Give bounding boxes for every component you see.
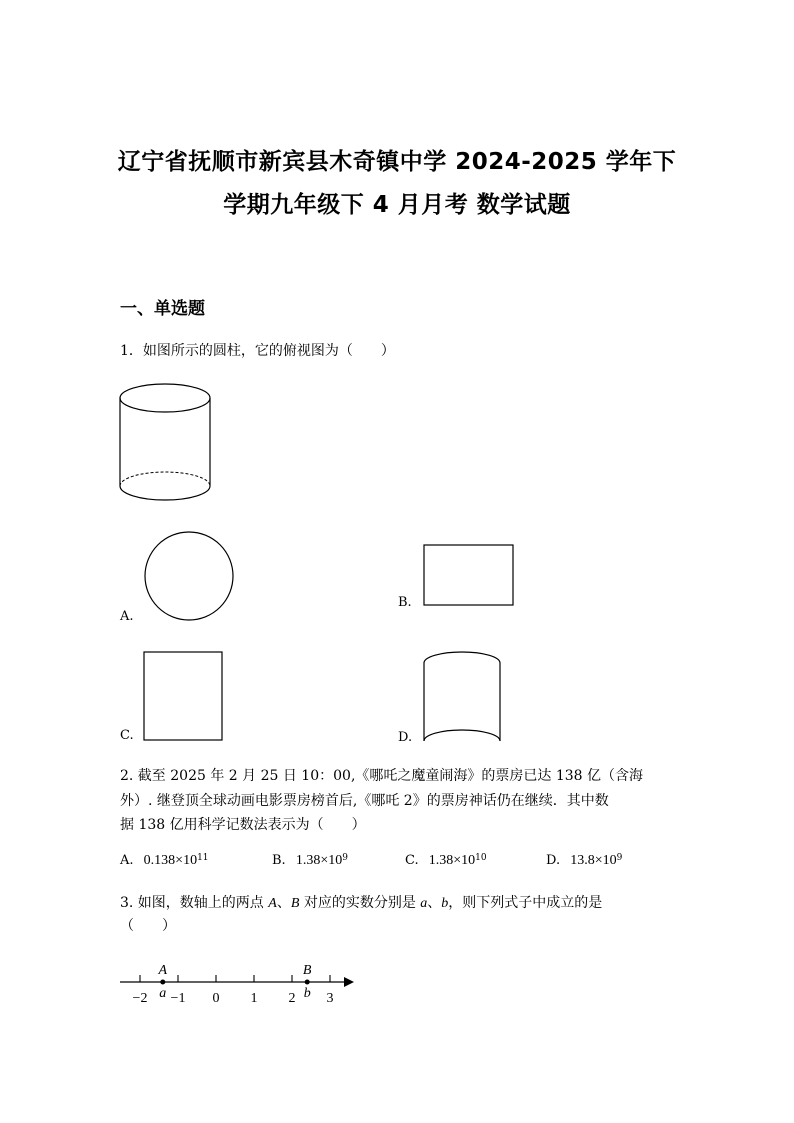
q2-option-b-exponent: 9 (342, 853, 348, 863)
question-2-line1: 2. 截至 2025 年 2 月 25 日 10：00,《哪吒之魔童闹海》的票房已达 138 亿（含海 (120, 768, 644, 784)
tick-label: 0 (212, 991, 220, 1006)
q3-text-pre: 3. 如图，数轴上的两点 (120, 895, 269, 911)
point-b-value-label: b (303, 986, 311, 1001)
arrow-right-icon (344, 977, 354, 987)
q3-var-a: a (420, 896, 428, 911)
q2-option-a-label: A. (120, 853, 134, 868)
section-heading: 一、单选题 (120, 299, 205, 319)
tick-label: −1 (170, 991, 186, 1006)
q2-option-d-label: D. (546, 853, 561, 868)
q3-text-mid: 对应的实数分别是 (299, 895, 421, 911)
q2-option-c-exponent: 10 (475, 853, 487, 863)
question-2-line3: 据 138 亿用科学记数法表示为（ ） (120, 817, 366, 833)
q3-sep1: 、 (276, 895, 291, 911)
q2-option-b-label: B. (272, 853, 286, 868)
point-b-dot (305, 980, 310, 985)
question-3-line2: （ ） (120, 918, 176, 934)
q1-option-a-label[interactable]: A. (120, 609, 134, 624)
q1-option-b-label[interactable]: B. (398, 595, 412, 610)
q2-option-c-label: C. (405, 853, 419, 868)
tick-label: −2 (132, 991, 148, 1006)
page-title-line1: 辽宁省抚顺市新宾县木奇镇中学 2024-2025 学年下 (117, 149, 677, 175)
point-a-label: A (158, 963, 168, 978)
tick-label: 3 (326, 991, 334, 1006)
tick-label: 1 (250, 991, 258, 1006)
q3-var-b: b (441, 896, 449, 911)
q3-point-b: B (290, 896, 300, 911)
q3-sep2: 、 (427, 895, 442, 911)
q3-text-post: ，则下列式子中成立的是 (448, 895, 603, 911)
q2-option-a-base: 0.138×10 (143, 853, 198, 868)
q2-option-d-base: 13.8×10 (570, 853, 617, 868)
point-a-dot (160, 980, 165, 985)
q2-option-b-base: 1.38×10 (295, 853, 343, 868)
q1-option-c-label[interactable]: C. (120, 728, 134, 743)
point-b-label: B (302, 963, 312, 978)
point-a-value-label: a (159, 986, 167, 1001)
question-2-line2: 外）. 继登顶全球动画电影票房榜首后,《哪吒 2》的票房神话仍在继续．其中数 (120, 793, 609, 809)
q2-option-d-exponent: 9 (616, 853, 623, 863)
q1-option-d-label[interactable]: D. (398, 730, 413, 745)
q2-option-c-base: 1.38×10 (428, 853, 476, 868)
q2-option-a-exponent: 11 (197, 853, 209, 863)
tick-label: 2 (288, 991, 296, 1006)
page-title-line2: 学期九年级下 4 月月考 数学试题 (223, 192, 571, 218)
q3-point-a: A (268, 896, 277, 911)
question-1-text: 1．如图所示的圆柱，它的俯视图为（ ） (120, 343, 395, 359)
